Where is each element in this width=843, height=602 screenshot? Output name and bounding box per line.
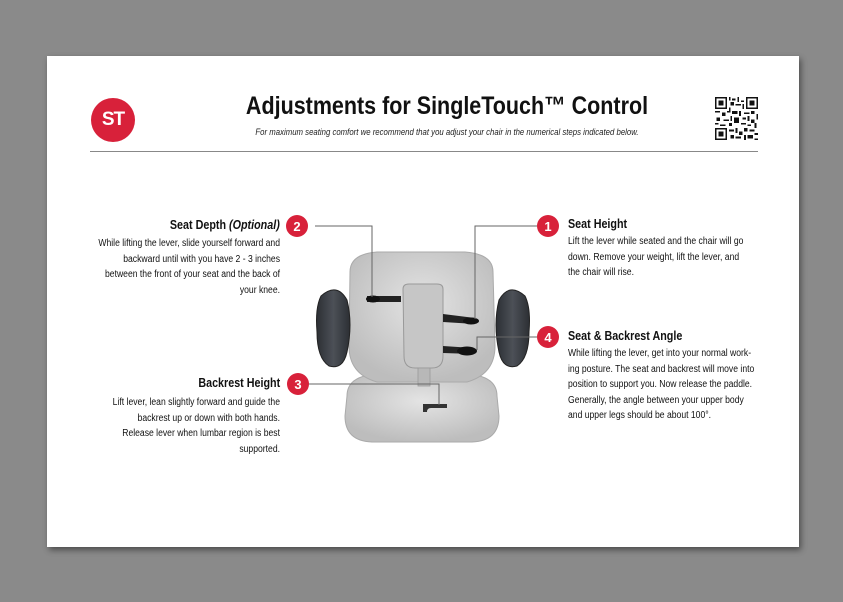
page-subtitle: For maximum seating comfort we recommend that you adjust your chair in the numerical steps indicated below.	[255, 127, 639, 138]
step-body: While lifting the lever, get into your normal work-ing posture. The seat and backrest will move into position to support you. Now release the paddle. Generally, the angle between your upper body and upper legs should be about 100°.	[568, 348, 755, 422]
step-body: Lift lever, lean slightly forward and guide the backrest up or down with both hands. Release lever when lumbar region is best supported.	[112, 397, 281, 455]
step-number-badge: 3	[287, 373, 309, 395]
chair-top-view-illustration	[47, 56, 799, 547]
step-body: While lifting the lever, slide yourself forward and backward until with you have 2 - 3 inches between the front of your seat and the back of your knee.	[98, 238, 280, 296]
step-number-badge: 1	[537, 215, 559, 237]
instruction-card	[47, 56, 799, 547]
step-title: Seat Height	[568, 217, 628, 231]
step-title: Backrest Height	[198, 376, 280, 390]
step-number-badge: 2	[286, 215, 308, 237]
step-number-badge: 4	[537, 326, 559, 348]
step-title: Seat & Backrest Angle	[568, 329, 683, 343]
step-title-note: (Optional)	[229, 218, 280, 232]
st-logo: ST	[91, 98, 135, 142]
step-body: Lift the lever while seated and the chair will go down. Remove your weight, lift the lever, and the chair will rise.	[568, 236, 744, 279]
page-title: Adjustments for SingleTouch™ Control	[245, 92, 649, 120]
step-title: Seat Depth (Optional)	[170, 218, 280, 232]
